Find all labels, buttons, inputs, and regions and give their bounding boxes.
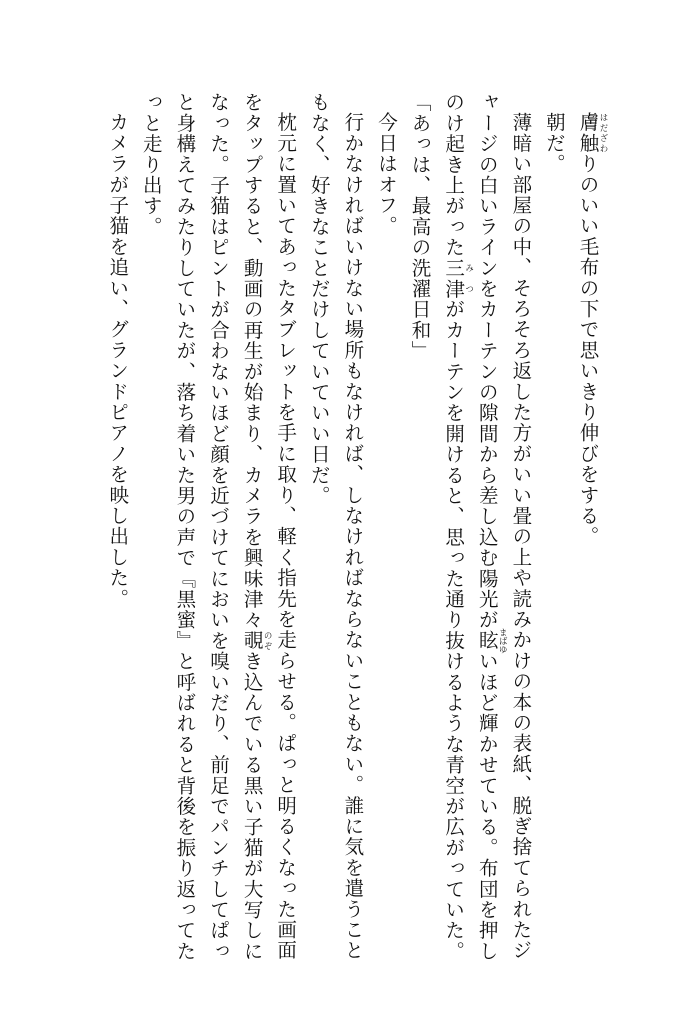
text-segment: 今日はオフ。 <box>374 111 398 236</box>
ruby-word <box>576 111 608 153</box>
ruby-base: 膚触 <box>576 111 600 153</box>
furigana: まばゆ <box>497 627 508 654</box>
text-segment: 行かなければいけない場所もなければ、しなければならないこともない。誰に気を遣うこともなく、好きなことだけしていていい日だ。 <box>307 92 365 961</box>
furigana: はだざわ <box>598 111 608 153</box>
text-paragraph <box>437 92 538 972</box>
ruby-base: 三津 <box>442 257 466 300</box>
text-segment: カメラが子猫を追い、グランドピアノを映し出した。 <box>106 111 130 609</box>
text-segment: いほど輝かせている。布団を押しのけ起き上がった <box>442 92 499 962</box>
text-segment: りのいい毛布の下で思いきり伸びをする。 <box>576 152 600 547</box>
ruby-word <box>442 257 474 300</box>
text-paragraph <box>369 92 403 972</box>
text-segment: 朝だ。 <box>542 111 566 174</box>
text-paragraph <box>571 92 608 972</box>
dialogue-paragraph <box>403 92 437 972</box>
text-segment: き込んでいる黒い子猫が大写しになった。子猫はピントが合わないほど顔を近づけてにおいを嗅いだり、前足でパンチしてぱっと身構えてみたりしていたが、落ち着いた男の声で『黒蜜』と呼ばれると背後を振り返ってたっと走り出す。 <box>139 92 264 962</box>
ruby-base: 眩 <box>475 627 499 654</box>
vertical-text-body <box>101 92 608 972</box>
text-segment: がカーテンを開けると、思った通り抜けるような青空が広がっていた。 <box>442 299 466 962</box>
text-segment: 枕元に置いてあったタブレットを手に取り、軽く指先を走らせる。ぱっと明るくなった画面をタップすると、動画の再生が始まり、カメラを興味津々 <box>240 92 298 961</box>
ruby-base: 覗 <box>240 630 264 651</box>
text-segment: 「あっは、最高の洗濯日和」 <box>408 92 432 362</box>
ruby-word <box>475 627 508 654</box>
text-segment: 薄暗い部屋の中、そろそろ返した方がいい畳の上や読みかけの本の表紙、脱ぎ捨てられたジャージの白いラインをカーテンの隙間から差し込む陽光が <box>475 92 533 961</box>
text-paragraph <box>134 92 302 972</box>
ruby-word <box>240 630 273 651</box>
text-paragraph <box>537 92 571 972</box>
furigana: みつ <box>463 257 474 299</box>
text-paragraph <box>302 92 369 972</box>
furigana: のぞ <box>262 630 273 651</box>
text-paragraph <box>101 92 135 972</box>
